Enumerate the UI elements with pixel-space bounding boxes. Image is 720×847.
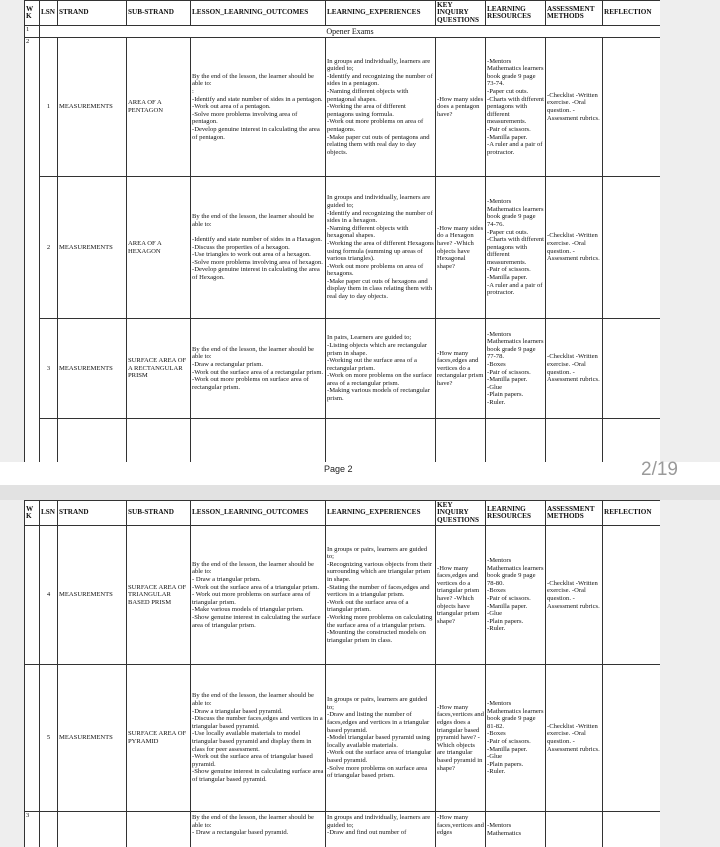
reflection-cell: [603, 526, 661, 665]
outcomes-cell: By the end of the lesson, the learner should be able to: -Draw a rectangular prism. -Work out the surface area of a rectangular prism. -Work out more problems on surface area of rectangular prism.: [191, 319, 326, 419]
experiences-cell: In groups or pairs, learners are guided to; -Recognizing various objects from their surrounding which are triangular prism in shape. -Stating the number of faces,edges and vertices in a triangular prism. -Work out the surface area of a triangular prism. -Working more problems on calculating the surface area of a triangular prism. -Mounting the constructed models on triangular prism in class.: [326, 526, 436, 665]
experiences-cell: In groups and individually, learners are guided to; -Identify and recognizing the number of sides in a hexagon. -Naming different objects with hexagonal shapes. -Working the area of different Hexagons using formula (summing up areas of various triangles). -Work out more problems on area of hexagons. -Make paper cut outs of hexagons and display them in class relating them with real day to day objects.: [326, 177, 436, 319]
sub-strand-cell: [127, 812, 191, 847]
experiences-cell: In groups and individually, learners are guided to; -Draw and find out number of: [326, 812, 436, 847]
table-row: [25, 319, 661, 419]
sub-strand-cell: SURFACE AREA OF PYRAMID: [127, 665, 191, 812]
sub-strand-cell: SURFACE AREA OF TRIANGULAR BASED PRISM: [127, 526, 191, 665]
header-row: [25, 1, 661, 26]
header-outcomes: LESSON_LEARNING_OUTCOMES: [191, 501, 326, 526]
questions-cell: -How many faces,vertices and edges: [436, 812, 486, 847]
assessment-cell: -Checklist -Written exercise. -Oral question. -Assessment rubrics.: [546, 665, 603, 812]
outcomes-cell: By the end of the lesson, the learner should be able to: - Draw a triangular prism. -Work out the surface area of a triangular prism. - Work out more problems on surface area of triangular prism. -Make various models of triangular prism. -Show genuine interest in calculating the surface area of triangular prism.: [191, 526, 326, 665]
questions-cell: -How many faces,edges and vertices do a rectangular prism have?: [436, 319, 486, 419]
header-strand: STRAND: [58, 501, 127, 526]
header-assessment: ASSESSMENT METHODS: [546, 501, 603, 526]
page-separator: [0, 485, 720, 500]
strand-cell: MEASUREMENTS: [58, 177, 127, 319]
week-number: 1: [25, 26, 40, 38]
header-reflection: REFLECTION: [603, 1, 661, 26]
scheme-table-page-2: [24, 500, 660, 847]
sub-strand-cell: AREA OF A HEXAGON: [127, 177, 191, 319]
table-row: [25, 665, 661, 812]
header-outcomes: LESSON_LEARNING_OUTCOMES: [191, 1, 326, 26]
assessment-cell: -Checklist -Written exercise. -Oral question. -Assessment rubrics.: [546, 319, 603, 419]
resources-cell: -Mentors Mathematics learners book grade 9 page 77-78. -Boxes -Pair of scissors. -Manilla paper. -Glue -Plain papers. -Ruler.: [486, 319, 546, 419]
header-row: [25, 501, 661, 526]
lesson-number: 5: [40, 665, 58, 812]
header-experiences: LEARNING_EXPERIENCES: [326, 501, 436, 526]
resources-cell: -Mentors Mathematics learners book grade 9 page 81-82. -Boxes -Pair of scissors. -Manilla paper. -Glue -Plain papers. -Ruler.: [486, 665, 546, 812]
strand-cell: MEASUREMENTS: [58, 526, 127, 665]
header-questions: KEY INQUIRY QUESTIONS: [436, 501, 486, 526]
header-assessment: ASSESSMENT METHODS: [546, 1, 603, 26]
reflection-cell: [603, 177, 661, 319]
strand-cell: MEASUREMENTS: [58, 319, 127, 419]
assessment-cell: [546, 812, 603, 847]
page-label: Page 2: [324, 464, 353, 474]
reflection-cell: [603, 319, 661, 419]
sub-strand-cell: AREA OF A PENTAGON: [127, 38, 191, 177]
assessment-cell: -Checklist -Written exercise. -Oral question. -Assessment rubrics.: [546, 177, 603, 319]
header-resources: LEARNING RESOURCES: [486, 501, 546, 526]
page-footer: [0, 459, 720, 485]
page-counter: 2/19: [641, 459, 678, 480]
experiences-cell: In groups and individually, learners are guided to; -Identify and recognizing the number of sides in a pentagon. -Naming different objects with pentagonal shapes. -Working the area of different pentagons using formula. -Work out more problems on area of pentagons. -Make paper cut outs of pentagons and relating them with real day to day objects.: [326, 38, 436, 177]
questions-cell: -How many faces,vertices and edges does a triangular based pyramid have? -Which objects are triangular based pyramid in shape?: [436, 665, 486, 812]
resources-cell: -Mentors Mathematics: [486, 812, 546, 847]
header-wk: WK: [25, 501, 40, 526]
header-strand: STRAND: [58, 1, 127, 26]
assessment-cell: -Checklist -Written exercise. -Oral question. -Assessment rubrics.: [546, 38, 603, 177]
reflection-cell: [603, 665, 661, 812]
strand-cell: MEASUREMENTS: [58, 38, 127, 177]
header-wk: WK: [25, 1, 40, 26]
table-row: [25, 38, 661, 177]
outcomes-cell: By the end of the lesson, the learner should be able to: -Draw a triangular based pyramid. -Discuss the number faces,edges and vertices in a triangular based pyramid. -Use locally available materials to model triangular based pyramid and display them in class for peer assessment. -Work out the surface area of triangular based pyramid. -Show genuine interest in calculating surface area of triangular based pyramid.: [191, 665, 326, 812]
table-row: [25, 526, 661, 665]
opener-label: Opener Exams: [40, 26, 661, 38]
questions-cell: -How many sides does a pentagon have?: [436, 38, 486, 177]
header-experiences: LEARNING_EXPERIENCES: [326, 1, 436, 26]
resources-cell: -Mentors Mathematics learners book grade 9 page 78-80. -Boxes -Pair of scissors. -Manilla paper. -Glue -Plain papers. -Ruler.: [486, 526, 546, 665]
document-page-2: [24, 500, 660, 847]
resources-cell: -Mentors Mathematics learners book grade 9 page 74-76. -Paper cut outs. -Charts with different pentagons with different measurements. -Pair of scissors. -Manilla paper. -A ruler and a pair of protractor.: [486, 177, 546, 319]
header-resources: LEARNING RESOURCES: [486, 1, 546, 26]
opener-row: [25, 26, 661, 38]
table-row: [25, 812, 661, 847]
header-sub-strand: SUB-STRAND: [127, 1, 191, 26]
lesson-number: 3: [40, 319, 58, 419]
scheme-table-page-1: [24, 0, 660, 462]
lesson-number: 4: [40, 526, 58, 665]
experiences-cell: In groups or pairs, learners are guided to; -Draw and listing the number of faces,edges and vertices in a triangular based pyramid. -Model triangular based pyramid using locally available materials. -Work out the surface area of triangular based pyramid. -Solve more problems on surface area of triangular based prism.: [326, 665, 436, 812]
week-number: [25, 665, 40, 812]
outcomes-cell: By the end of the lesson, the learner should be able to: : -Identify and state number of sides in a pentagon. -Work out area of a pentagon. -Solve more problems involving area of pentagon. -Develop genuine interest in calculating the area of pentagon.: [191, 38, 326, 177]
header-lsn: LSN: [40, 501, 58, 526]
lesson-number: 1: [40, 38, 58, 177]
document-page-1: [24, 0, 660, 462]
reflection-cell: [603, 812, 661, 847]
experiences-cell: In pairs, Learners are guided to; -Listing objects which are rectangular prism in shape. -Working out the surface area of a rectangular prism. -Work on more problems on the surface area of a rectangular prism. -Making various models of rectangular prism.: [326, 319, 436, 419]
outcomes-cell: By the end of the lesson, the learner should be able to: -Identify and state number of sides in a Haxagon. -Discuss the properties of a hexagon. -Use triangles to work out area of a hexagon. -Solve more problems involving area of hexagon. -Develop genuine interest in calculating the area of Hexagon.: [191, 177, 326, 319]
table-row-empty: [25, 419, 661, 463]
assessment-cell: -Checklist -Written exercise. -Oral question. -Assessment rubrics.: [546, 526, 603, 665]
week-number: 2: [25, 38, 40, 463]
questions-cell: -How many faces,edges and vertices do a triangular prism have? -Which objects have triangular prism shape?: [436, 526, 486, 665]
reflection-cell: [603, 38, 661, 177]
lesson-number: [40, 812, 58, 847]
week-number: 3: [25, 812, 40, 847]
resources-cell: -Mentors Mathematics learners book grade 9 page 73-74. -Paper cut outs. -Charts with different pentagons with different measurements. -Pair of scissors. -Manilla paper. -A ruler and a pair of protractor.: [486, 38, 546, 177]
table-row: [25, 177, 661, 319]
header-sub-strand: SUB-STRAND: [127, 501, 191, 526]
header-reflection: REFLECTION: [603, 501, 661, 526]
sub-strand-cell: SURFACE AREA OF A RECTANGULAR PRISM: [127, 319, 191, 419]
header-lsn: LSN: [40, 1, 58, 26]
strand-cell: [58, 812, 127, 847]
strand-cell: MEASUREMENTS: [58, 665, 127, 812]
lesson-number: 2: [40, 177, 58, 319]
week-number: [25, 526, 40, 665]
header-questions: KEY INQUIRY QUESTIONS: [436, 1, 486, 26]
questions-cell: -How many sides do a Hexagon have? -Which objects have Hexagonal shape?: [436, 177, 486, 319]
outcomes-cell: By the end of the lesson, the learner should be able to: - Draw a rectangular based pyramid.: [191, 812, 326, 847]
